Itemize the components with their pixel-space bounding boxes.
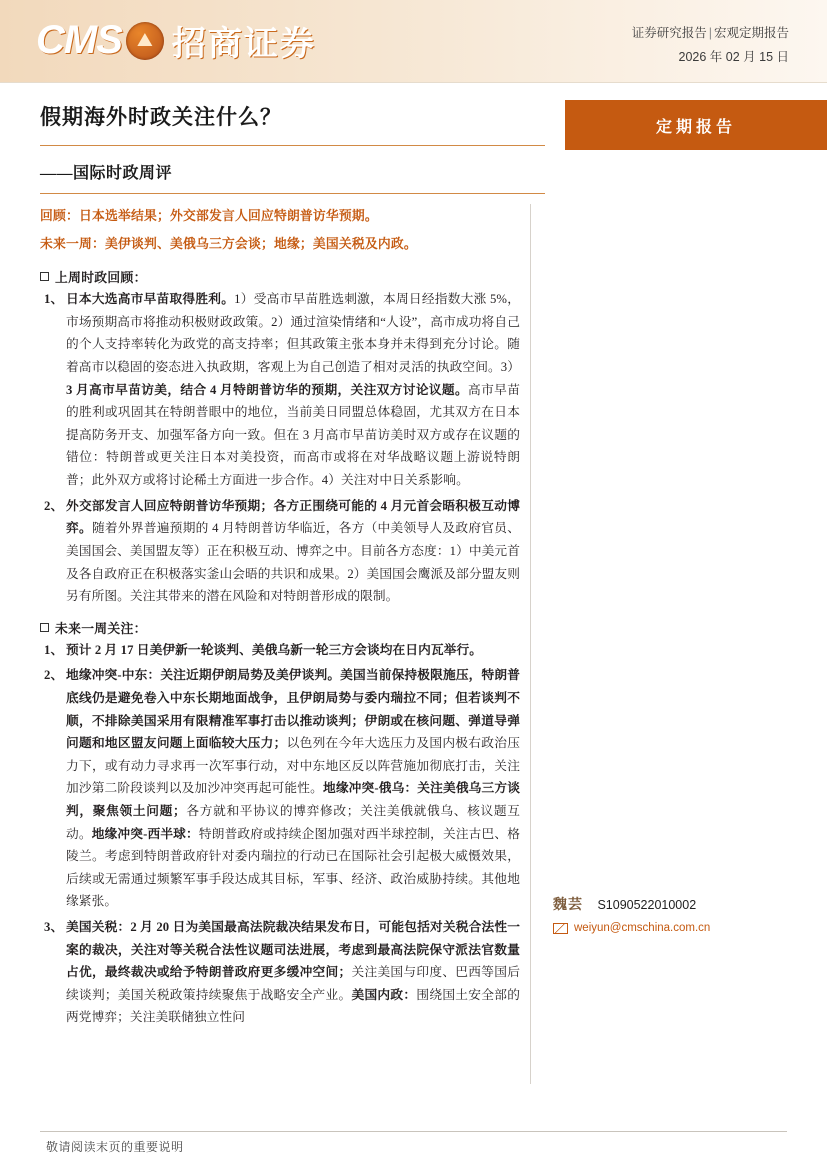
lead-line-outlook: 未来一周：美伊谈判、美俄乌三方会谈；地缘；美国关税及内政。: [40, 236, 417, 251]
brand-logo: [36, 16, 316, 65]
logo-cms-text: CMS: [36, 18, 122, 62]
bullet-square-icon: [40, 272, 49, 281]
mail-icon: [553, 923, 568, 934]
list-item-text: 1）受高市早苗胜选刺激，本周日经指数大涨 5%，市场预期高市将推动积极财政政策。2）通过渲染情绪和“人设”，高市成功将自己的个人支持率转化为政党的高支持率；但其政策主张本身并未得到充分讨论。随着高市以稳固的姿态进入执政期，客观上为自己创造了相对灵活的执政空间。3）: [66, 292, 521, 375]
report-date: 2026 年 02 月 15 日: [678, 49, 789, 64]
report-type-label: 证券研究报告: [631, 26, 707, 40]
list-item-text-emphasis: 外交部发言人回应特朗普访华预期；各方正围绕可能的 4 月元首会晤积极互动博弈。: [66, 498, 520, 536]
page-footer: [0, 1131, 827, 1155]
list-item-text: 以色列在今年大选压力及国内极右政治压力下，或有动力寻求再一次军事行动，对中东地区反以阵营施加彻底打击，关注加沙第二阶段谈判以及加沙冲突再起可能性。: [66, 736, 520, 796]
seal-icon: ⛰: [126, 22, 164, 60]
list-item-text: 特朗普政府或持续企图加强对西半球控制，关注古巴、格陵兰。考虑到特朗普政府针对委内瑞拉的行动已在国际社会引起极大威慑效果，后续或无需通过频繁军事手段达成其目标，军事、经济、政治威胁持续。其他地缘紧张。: [66, 826, 521, 909]
list-item-text-emphasis: 地缘冲突-俄乌：关注美俄乌三方谈判，聚焦领土问题；: [66, 781, 521, 818]
lead-line-review: 回顾：日本选举结果；外交部发言人回应特朗普访华预期。: [40, 209, 378, 223]
list-item-text-emphasis: 预计 2 月 17 日美伊新一轮谈判、美俄乌新一轮三方会谈均在日内瓦举行。: [66, 642, 483, 657]
analyst-license: S1090522010002: [597, 898, 697, 912]
list-item-text-emphasis: 美国内政：: [351, 987, 417, 1002]
list-item: [40, 495, 520, 608]
section-heading: [40, 267, 520, 286]
meta-separator: |: [708, 26, 712, 40]
list-item-number: 2、: [44, 498, 64, 513]
list-item-text-emphasis: 美国关税：2 月 20 日为美国最高法院裁决结果发布日，可能包括对关税合法性一案的裁决，关注对等关税合法性议题司法进展，考虑到最高法院保守派法官数量占优，最终裁决或给予特朗普政府更多缓冲空间；: [66, 920, 520, 980]
footer-note: 敬请阅读末页的重要说明: [46, 1140, 184, 1154]
report-category-label: 宏观定期报告: [713, 26, 789, 40]
subtitle-divider: [40, 193, 545, 194]
list-item: [40, 639, 520, 662]
list-item-text-emphasis: 3 月高市早苗访美，结合 4 月特朗普访华的预期，关注双方讨论议题。: [66, 382, 469, 397]
list-item-text: 围绕国土安全部的两党博弈；关注美联储独立性问: [66, 987, 520, 1025]
list-item-text: 关注美国与印度、巴西等国后续谈判；美国关税政策持续聚焦于战略安全产业。: [66, 965, 520, 1002]
list-item-text-emphasis: 地缘冲突-西半球：: [91, 826, 199, 841]
main-column: [0, 204, 530, 1084]
analyst-name: 魏芸: [553, 898, 583, 913]
status-badge: 定期报告: [565, 100, 827, 150]
section-heading: [40, 618, 520, 637]
analyst-email[interactable]: weiyun@cmschina.com.cn: [574, 922, 711, 934]
bullet-square-icon: [40, 623, 49, 632]
footer-divider: [40, 1131, 787, 1132]
list-item-number: 3、: [44, 920, 64, 935]
page-header: [0, 0, 827, 83]
page-title: 假期海外时政关注什么？: [40, 105, 282, 129]
page-subtitle: ——国际时政周评: [40, 165, 173, 182]
header-report-line: [632, 22, 789, 46]
list-item: [40, 288, 520, 491]
title-block: [0, 101, 827, 194]
section-heading-label: 上周时政回顾：: [55, 271, 147, 286]
section-item-list: [40, 639, 520, 1029]
list-item-number: 1、: [44, 292, 64, 307]
side-column: [530, 204, 827, 1084]
section-heading-label: 未来一周关注：: [55, 621, 147, 636]
list-item: [40, 664, 520, 913]
list-item-text-emphasis: 地缘冲突-中东：关注近期伊朗局势及美伊谈判。美国当前保持极限施压，特朗普底线仍是避免卷入中东长期地面战争，且伊朗局势与委内瑞拉不同；但若谈判不顺，不排除美国采用有限精准军事打击以推动谈判；伊朗或在核问题、弹道导弹问题和地区盟友问题上面临较大压力；: [66, 668, 520, 751]
body-columns: [0, 204, 827, 1084]
lead-summary: [40, 204, 520, 257]
list-item-number: 2、: [44, 668, 64, 683]
list-item-text: 随着外界普遍预期的 4 月特朗普访华临近，各方（中美领导人及政府官员、美国国会、美国盟友等）正在积极互动、博弈之中。目前各方态度：1）中美元首及各自政府正在积极落实釜山会晤的共识和成果。2）美国国会鹰派及部分盟友则另有所图。关注其带来的潜在风险和对特朗普形成的限制。: [66, 521, 521, 604]
list-item-text: 各方就和平协议的博弈修改；关注美俄就俄乌、核议题互动。: [66, 803, 520, 841]
list-item: [40, 916, 520, 1029]
list-item-text: 高市早苗的胜利或巩固其在特朗普眼中的地位，当前美日同盟总体稳固，尤其双方在日本提高防务开支、加强军备方向一致。但在 3 月高市早苗访美时双方或存在议题的错位：特朗普或更关注日本对美投资，而高市或将在对华战略议题上游说特朗普；此外双方或将讨论稀土方面进一步合作。4）关注对中日关系影响。: [66, 382, 520, 488]
header-meta: [632, 22, 789, 70]
analyst-block: [553, 894, 803, 934]
section-item-list: [40, 288, 520, 608]
sections-container: [40, 267, 520, 1029]
logo-chinese-text: 招商证券: [171, 25, 316, 63]
list-item-number: 1、: [44, 642, 64, 657]
analyst-email-row[interactable]: [553, 922, 803, 934]
list-item-text-emphasis: 日本大选高市早苗取得胜利。: [66, 292, 235, 307]
